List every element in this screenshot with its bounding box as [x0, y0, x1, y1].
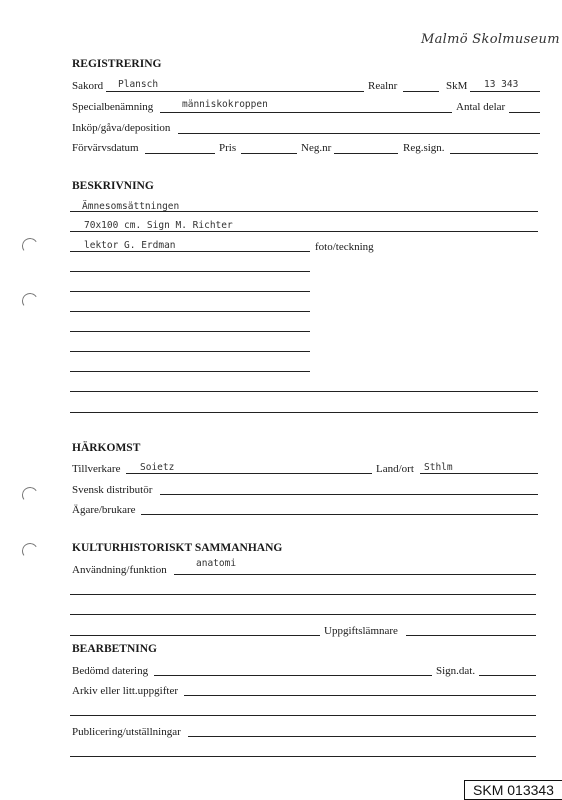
beskrivning-line11 [70, 412, 538, 413]
realnr-line [403, 91, 439, 92]
svensk-distributor-line [160, 494, 538, 495]
tillverkare-line [126, 473, 372, 474]
beskrivning-line1 [70, 211, 538, 212]
beskrivning-line7 [70, 331, 310, 332]
svensk-distributor-label: Svensk distributör [72, 484, 153, 496]
arkiv-line [184, 695, 536, 696]
inkop-line [178, 133, 540, 134]
skm-line [470, 91, 540, 92]
registrering-heading: REGISTRERING [72, 58, 162, 70]
kultur-line3 [70, 614, 536, 615]
realnr-label: Realnr [368, 80, 398, 92]
kultur-line2 [70, 594, 536, 595]
sign-dat-label: Sign.dat. [436, 665, 476, 677]
tillverkare-value: Soietz [140, 462, 175, 473]
anvandning-line [174, 574, 536, 575]
uppgiftslamnare-label: Uppgiftslämnare [324, 625, 398, 637]
beskrivning-line10 [70, 391, 538, 392]
publicering-line2 [70, 756, 536, 757]
anvandning-label: Användning/funktion [72, 564, 167, 576]
skm-value: 13 343 [484, 79, 519, 90]
beskrivning-heading: BESKRIVNING [72, 180, 154, 192]
forvarvsdatum-label: Förvärvsdatum [72, 142, 139, 154]
beskrivning-line1-value: Ämnesomsättningen [82, 201, 180, 212]
punch-hole-1 [21, 237, 40, 256]
specialbenamning-line [160, 112, 452, 113]
regsign-line [450, 153, 538, 154]
punch-hole-4 [21, 542, 40, 561]
foto-teckning-label: foto/teckning [315, 241, 374, 253]
regsign-label: Reg.sign. [403, 142, 445, 154]
land-ort-line [420, 473, 538, 474]
negnr-label: Neg.nr [301, 142, 332, 154]
agare-brukare-label: Ägare/brukare [72, 504, 136, 516]
beskrivning-line6 [70, 311, 310, 312]
land-ort-value: Sthlm [424, 462, 453, 473]
punch-hole-2 [21, 292, 40, 311]
anvandning-value: anatomi [196, 558, 237, 569]
land-ort-label: Land/ort [376, 463, 414, 475]
pris-label: Pris [219, 142, 237, 154]
skm-label: SkM [446, 80, 468, 92]
kultur-line4 [70, 635, 320, 636]
beskrivning-line5 [70, 291, 310, 292]
sign-dat-line [479, 675, 536, 676]
forvarvsdatum-line [145, 153, 215, 154]
agare-brukare-line [141, 514, 538, 515]
beskrivning-line2-value: 70x100 cm. Sign M. Richter [84, 220, 233, 231]
publicering-label: Publicering/utställningar [72, 726, 181, 738]
arkiv-label: Arkiv eller litt.uppgifter [72, 685, 178, 697]
beskrivning-line9 [70, 371, 310, 372]
beskrivning-line2 [70, 231, 538, 232]
antal-delar-label: Antal delar [456, 101, 506, 113]
beskrivning-line4 [70, 271, 310, 272]
uppgiftslamnare-line [406, 635, 536, 636]
harkomst-heading: HÄRKOMST [72, 442, 141, 454]
tillverkare-label: Tillverkare [72, 463, 121, 475]
sakord-label: Sakord [72, 80, 104, 92]
beskrivning-line3 [70, 251, 310, 252]
publicering-line [188, 736, 536, 737]
kulturhistoriskt-heading: KULTURHISTORISKT SAMMANHANG [72, 542, 283, 554]
sakord-value: Plansch [118, 79, 159, 90]
pris-line [241, 153, 297, 154]
bedomd-datering-line [154, 675, 432, 676]
sakord-line [106, 91, 364, 92]
museum-logo: Malmö Skolmuseum [421, 32, 560, 47]
specialbenamning-value: människokroppen [182, 99, 268, 110]
inkop-label: Inköp/gåva/deposition [72, 122, 171, 134]
beskrivning-line8 [70, 351, 310, 352]
negnr-line [334, 153, 398, 154]
antal-delar-line [509, 112, 540, 113]
arkiv-line2 [70, 715, 536, 716]
catalog-number-stamp: SKM 013343 [464, 780, 562, 800]
bearbetning-heading: BEARBETNING [72, 643, 157, 655]
beskrivning-line3-value: lektor G. Erdman [84, 240, 176, 251]
specialbenamning-label: Specialbenämning [72, 101, 154, 113]
bedomd-datering-label: Bedömd datering [72, 665, 149, 677]
punch-hole-3 [21, 486, 40, 505]
